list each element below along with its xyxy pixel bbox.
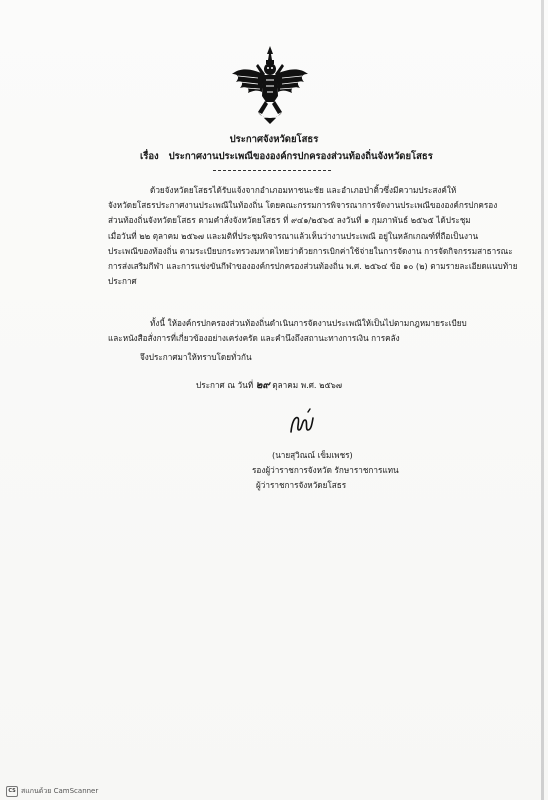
signer-title: ผู้ว่าราชการจังหวัดยโสธร: [256, 480, 347, 490]
signature-block: [252, 448, 399, 493]
paragraph-line: ด้วยจังหวัดยโสธรได้รับแจ้งจากอำเภอมหาชนะชัย และอำเภอป่าติ้วซึ่งมีความประสงค์ให้: [150, 185, 457, 195]
scanner-watermark: [6, 786, 98, 797]
subject-prefix: เรื่อง: [140, 151, 159, 162]
paragraph-line: จังหวัดยโสธรประกาศงานประเพณีในท้องถิ่น โดยคณะกรรมการพิจารณาการจัดงานประเพณีขององค์กรปกครอง: [108, 200, 498, 211]
document-heading: ประกาศจังหวัดยโสธร: [229, 134, 319, 145]
camscanner-logo-icon: CS: [6, 786, 18, 797]
paragraph-3: จึงประกาศมาให้ทราบโดยทั่วกัน: [140, 352, 252, 362]
paragraph-line: ประเพณีของท้องถิ่น ตามระเบียบกระทรวงมหาดไทยว่าด้วยการเบิกค่าใช้จ่ายในการจัดงาน การจัดกิจกรรมสาธารณะ: [108, 245, 513, 256]
paragraph-line: เมื่อวันที่ ๒๒ ตุลาคม ๒๕๖๗ และมติที่ประชุมพิจารณาแล้วเห็นว่างานประเพณี อยู่ในหลักเกณฑ์ที่ถือเป็นงาน: [108, 230, 479, 241]
page-edge-shadow: [541, 0, 544, 800]
heading-divider: [213, 170, 331, 171]
paragraph-line: ส่วนท้องถิ่นจังหวัดยโสธร ตามคำสั่งจังหวัดยโสธร ที่ ๙๔๑/๒๕๖๕ ลงวันที่ ๑ กุมภาพันธ์ ๒๕๖๕ ได้ประชุม: [108, 215, 471, 226]
paragraph-line: ทั้งนี้ ให้องค์กรปกครองส่วนท้องถิ่นดำเนินการจัดงานประเพณีให้เป็นไปตามกฎหมายระเบียบ: [150, 318, 467, 328]
date-day-handwritten: ๒๙: [255, 380, 270, 391]
paragraph-line: การส่งเสริมกีฬา และการแข่งขันกีฬาขององค์กรปกครองส่วนท้องถิ่น พ.ศ. ๒๕๖๔ ข้อ ๑๐ (๒) ตามรายละเอียดแนบท้าย: [108, 261, 518, 272]
subject-text: ประกาศงานประเพณีขององค์กรปกครองส่วนท้องถิ่นจังหวัดยโสธร: [168, 151, 433, 162]
paragraph-line: และหนังสือสั่งการที่เกี่ยวข้องอย่างเคร่งครัด และคำนึงถึงสถานะทางการเงิน การคลัง: [108, 333, 400, 344]
signer-title: รองผู้ว่าราชการจังหวัด รักษาราชการแทน: [252, 465, 399, 475]
signer-name: (นายสุวิณณ์ เข็มเพชร): [272, 450, 353, 460]
signature-icon: [286, 408, 320, 438]
document-subject: [140, 149, 433, 164]
announcement-date: [196, 378, 342, 393]
paragraph-line: ประกาศ: [108, 276, 137, 287]
date-suffix: ตุลาคม พ.ศ. ๒๕๖๗: [272, 380, 343, 390]
paragraph-2: [108, 316, 467, 346]
scanner-text: สแกนด้วย CamScanner: [21, 787, 99, 795]
date-prefix: ประกาศ ณ วันที่: [196, 380, 254, 390]
garuda-emblem-icon: [228, 44, 312, 126]
paragraph-1: [108, 183, 518, 289]
